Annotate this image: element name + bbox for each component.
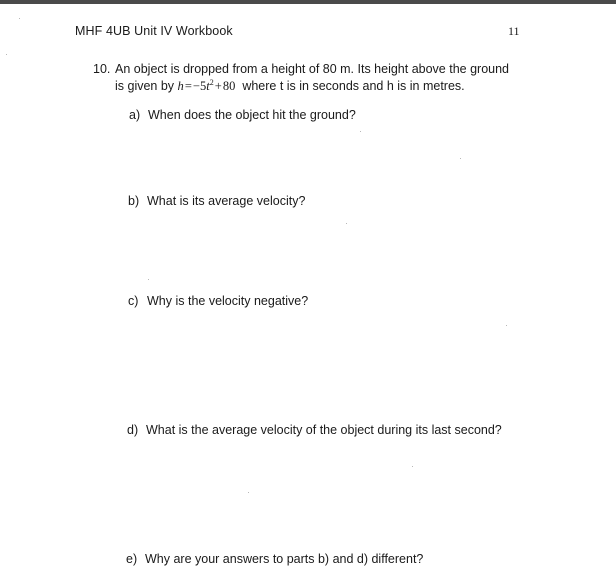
scan-speck — [19, 18, 20, 19]
part-d-label: d) — [127, 423, 139, 437]
question-number: 10. — [93, 62, 111, 76]
part-c-label: c) — [128, 294, 139, 308]
part-b — [128, 194, 305, 208]
part-c — [128, 294, 308, 308]
part-d — [127, 423, 502, 437]
height-equation: h = $-5t^2$ + 80 — [177, 78, 236, 93]
page-top-border — [0, 0, 616, 4]
part-a — [129, 108, 356, 122]
part-e-label: e) — [126, 552, 138, 566]
part-a-text: When does the object hit the ground? — [148, 108, 356, 122]
part-b-text: What is its average velocity? — [147, 194, 306, 208]
page-number: 11 — [508, 24, 520, 38]
workbook-title: MHF 4UB Unit IV Workbook — [75, 24, 233, 38]
question-line-1 — [93, 61, 533, 78]
question-10 — [93, 61, 533, 95]
part-d-text: What is the average velocity of the object during its last second? — [146, 423, 502, 437]
question-line-2 — [93, 78, 533, 95]
question-stem-text: An object is dropped from a height of 80 m. Its height above the ground — [115, 62, 510, 76]
scan-speck — [346, 223, 347, 224]
part-c-text: Why is the velocity negative? — [147, 294, 309, 308]
scan-speck — [360, 131, 361, 132]
scan-speck — [148, 279, 149, 280]
question-stem-tail: where t is in seconds and h is in metres. — [242, 79, 465, 93]
scan-speck — [6, 54, 7, 55]
part-e-text: Why are your answers to parts b) and d) different? — [145, 552, 424, 566]
part-b-label: b) — [128, 194, 140, 208]
question-stem-lead: is given by — [115, 79, 175, 93]
scan-speck — [248, 492, 249, 493]
part-a-label: a) — [129, 108, 141, 122]
scan-speck — [460, 158, 461, 159]
scan-speck — [506, 325, 507, 326]
part-e — [126, 552, 423, 566]
scan-speck — [412, 466, 413, 467]
